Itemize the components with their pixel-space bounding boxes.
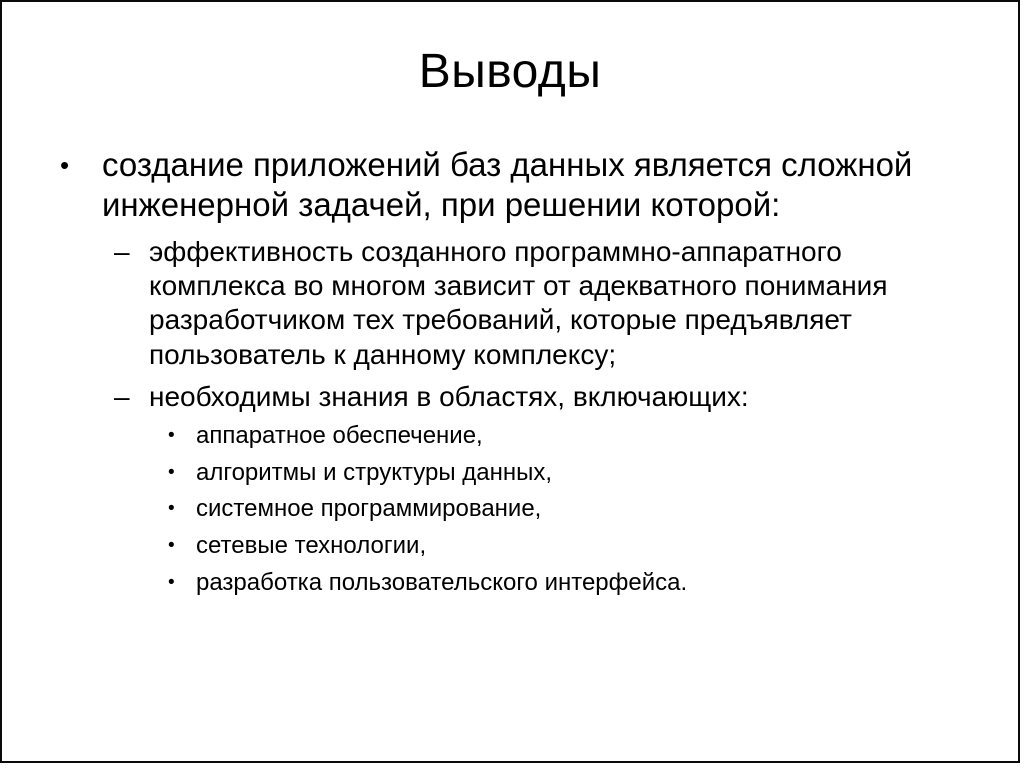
bullet-item	[2, 569, 1018, 598]
bullet-text: эффективность созданного программно-аппаратного комплекса во многом зависит от адекватного понимания разработчиком тех требований, которые предъявляет пользователь к данному комплексу;	[149, 236, 888, 370]
slide-title: Выводы	[418, 45, 602, 98]
bullet-text: аппаратное обеспечение,	[196, 421, 483, 449]
bullet-marker: •	[60, 150, 70, 181]
bullet-item	[2, 422, 1018, 451]
bullet-text: необходимы знания в областях, включающих:	[149, 380, 749, 412]
bullet-item	[2, 459, 1018, 488]
bullet-marker: •	[168, 572, 175, 593]
bullet-item	[2, 235, 1018, 372]
bullet-item	[2, 495, 1018, 524]
bullet-item	[2, 380, 1018, 414]
bullet-item	[2, 145, 1018, 225]
bullet-text: создание приложений баз данных является сложной инженерной задачей, при решении которой:	[102, 146, 913, 224]
dash-marker: –	[114, 236, 130, 268]
bullet-marker: •	[168, 535, 175, 557]
bullet-marker: •	[168, 424, 175, 446]
bullet-marker: •	[168, 498, 175, 520]
bullet-text: сетевые технологии,	[196, 532, 427, 560]
bullet-text: системное программирование,	[196, 495, 542, 523]
bullet-item	[2, 532, 1018, 561]
bullet-text: разработка пользовательского интерфейса.	[196, 569, 688, 596]
bullet-marker: •	[168, 461, 175, 483]
dash-marker: –	[114, 380, 130, 412]
bullet-text: алгоритмы и структуры данных,	[196, 458, 553, 486]
